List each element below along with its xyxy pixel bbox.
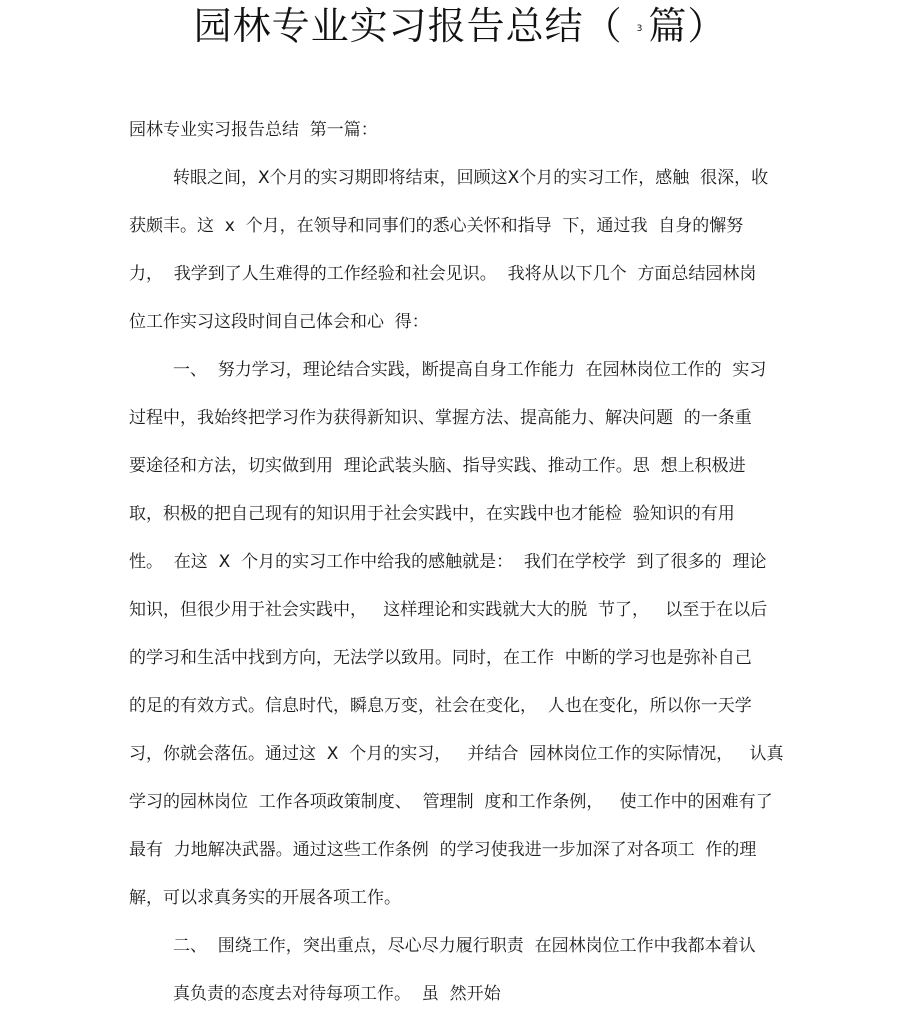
paragraph-line: 过程中，我始终把学习作为获得新知识、掌握方法、提高能力、解决问题 的一条重	[129, 408, 752, 428]
paragraph-line: 学习的园林岗位 工作各项政策制度、 管理制 度和工作条例， 使工作中的困难有了	[129, 792, 773, 812]
paragraph-line: 一、 努力学习，理论结合实践，断提高自身工作能力 在园林岗位工作的 实习	[173, 360, 767, 380]
paragraph-line: 二、 围绕工作，突出重点，尽心尽力履行职责 在园林岗位工作中我都本着认	[173, 936, 756, 956]
paragraph-line: 知识，但很少用于社会实践中， 这样理论和实践就大大的脱 节了， 以至于在以后	[129, 600, 768, 620]
document-title	[0, 2, 920, 53]
title-text-end: 篇）	[648, 4, 727, 48]
paragraph-line: 位工作实习这段时间自己体会和心 得：	[129, 312, 429, 332]
paragraph-line: 的学习和生活中找到方向，无法学以致用。同时，在工作 中断的学习也是弥补自己	[129, 648, 752, 668]
paragraph-line: 习，你就会落伍。通过这 X 个月的实习， 并结合 园林岗位工作的实际情况， 认真	[129, 744, 784, 764]
paragraph-line: 性。 在这 X 个月的实习工作中给我的感触就是： 我们在学校学 到了很多的 理论	[129, 552, 767, 572]
paragraph-line: 真负责的态度去对待每项工作。 虽 然开始	[173, 984, 501, 1004]
paragraph-line: 转眼之间，X个月的实习期即将结束，回顾这X个月的实习工作，感触 很深，收	[173, 168, 769, 188]
paragraph-line: 力， 我学到了人生难得的工作经验和社会见识。 我将从以下几个 方面总结园林岗	[129, 264, 757, 284]
section-heading: 园林专业实习报告总结 第一篇：	[129, 120, 378, 140]
paragraph-line: 的足的有效方式。信息时代，瞬息万变，社会在变化， 人也在变化，所以你一天学	[129, 696, 752, 716]
paragraph-line: 解，可以求真务实的开展各项工作。	[129, 888, 401, 908]
paragraph-line: 取，积极的把自己现有的知识用于社会实践中，在实践中也才能检 验知识的有用	[129, 504, 735, 524]
paragraph-line: 最有 力地解决武器。通过这些工作条例 的学习使我进一步加深了对各项工 作的理	[129, 840, 757, 860]
title-text: 园林专业实习报告总结（	[193, 4, 623, 48]
title-count: 3	[636, 23, 643, 34]
paragraph-line: 要途径和方法，切实做到用 理论武装头脑、指导实践、推动工作。思 想上积极进	[129, 456, 746, 476]
paragraph-line: 获颇丰。这 x 个月，在领导和同事们的悉心关怀和指导 下，通过我 自身的懈努	[129, 216, 744, 236]
